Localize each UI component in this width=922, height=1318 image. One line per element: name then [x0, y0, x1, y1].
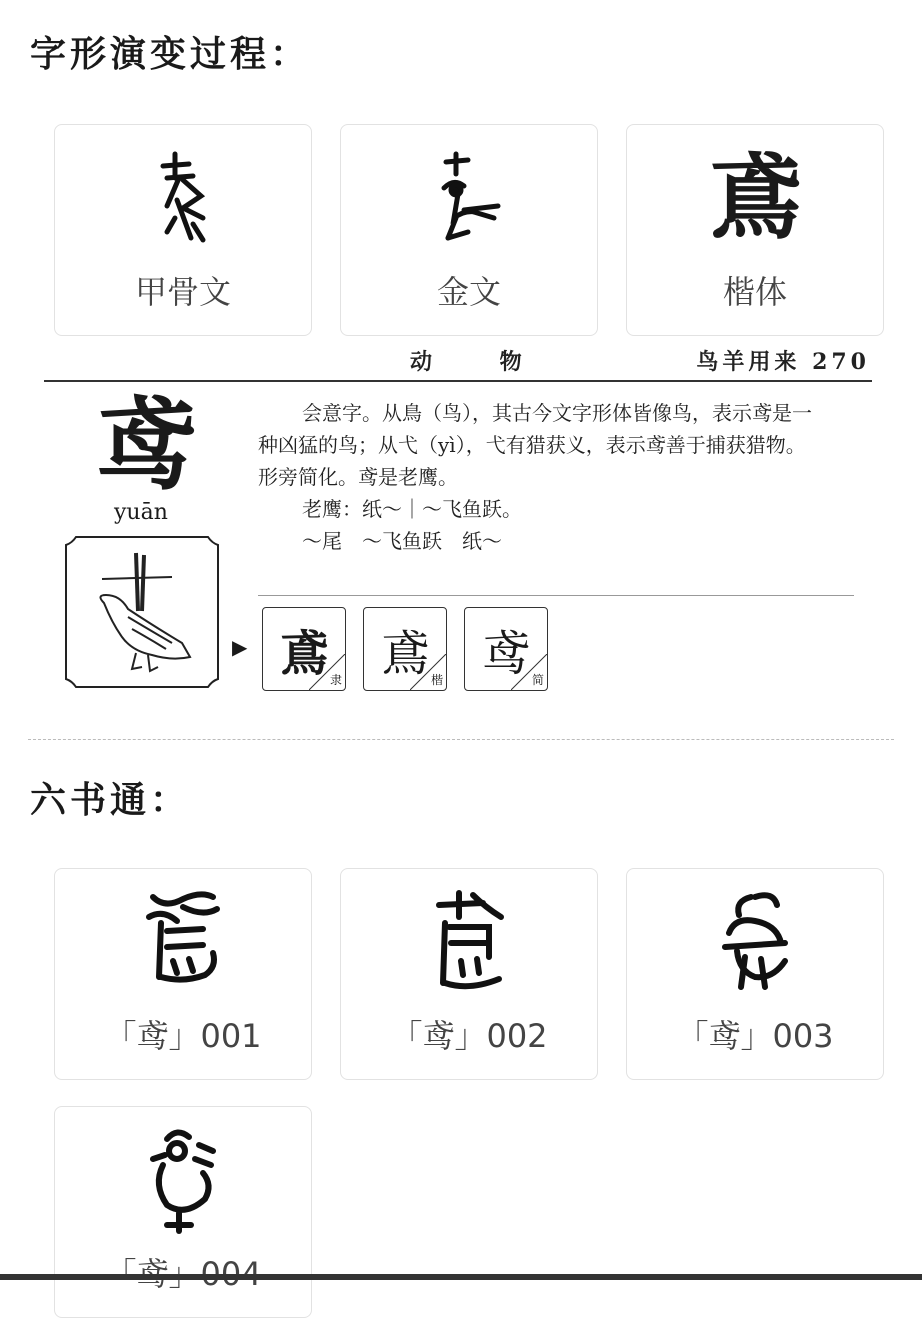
arrow-right-icon: ▶ [232, 635, 248, 659]
bird-illustration-icon [62, 533, 222, 691]
scan-rule [44, 380, 872, 382]
form-box-clerical: 鳶 隶 [262, 607, 346, 691]
oracle-bone-glyph-icon [55, 143, 311, 253]
form-box-simplified: 鸢 简 [464, 607, 548, 691]
seal-card-003[interactable] [626, 868, 884, 1080]
seal-label: 「鸢」001 [104, 1017, 262, 1055]
bottom-edge-bar [0, 1274, 922, 1280]
seal-glyph-004-icon [55, 1125, 311, 1235]
seal-glyph-003-icon [627, 887, 883, 997]
scan-header-left: 动 物 [410, 349, 552, 375]
seal-label: 「鸢」002 [390, 1017, 548, 1055]
seal-label [55, 1249, 311, 1295]
glyph-card-label: 楷体 [722, 273, 787, 311]
seal-card-004[interactable] [54, 1106, 312, 1318]
evolution-title: 字形演变过程： [30, 34, 311, 75]
form-box-regular: 鳶 楷 [363, 607, 447, 691]
regular-script-glyph-icon: 鳶 [708, 144, 801, 252]
liushutong-title: 六书通： [30, 780, 191, 821]
dictionary-scan [40, 345, 880, 715]
glyph-card-oracle[interactable] [54, 124, 312, 336]
glyph-card-regular[interactable] [626, 124, 884, 336]
scan-header-right: 鸟羊用来 270 [696, 349, 870, 375]
definition: 会意字。从鳥（鸟），其古今文字形体皆像鸟，表示鸢是一 种凶猛的鸟；从弋（yì），弋有猎获义，表示鸢善于捕获猎物。 形旁简化。鸢是老鹰。 老鹰：纸～｜～飞鱼跃。 ～尾 ～飞鱼跃 纸～ [258, 401, 812, 553]
glyph-card-bronze[interactable] [340, 124, 598, 336]
pinyin: yuān [114, 500, 168, 525]
glyph-card-label: 甲骨文 [134, 273, 231, 311]
seal-glyph-002-icon [341, 887, 597, 997]
seal-label: 「鸢」003 [676, 1017, 834, 1055]
glyph-card-label: 金文 [436, 273, 501, 311]
headword: 鸢 [96, 386, 196, 504]
bronze-glyph-icon [341, 143, 597, 253]
seal-card-001[interactable] [54, 868, 312, 1080]
dashed-divider [28, 739, 894, 740]
seal-card-002[interactable] [340, 868, 598, 1080]
seal-glyph-001-icon [55, 887, 311, 997]
scan-thin-rule [258, 595, 854, 596]
